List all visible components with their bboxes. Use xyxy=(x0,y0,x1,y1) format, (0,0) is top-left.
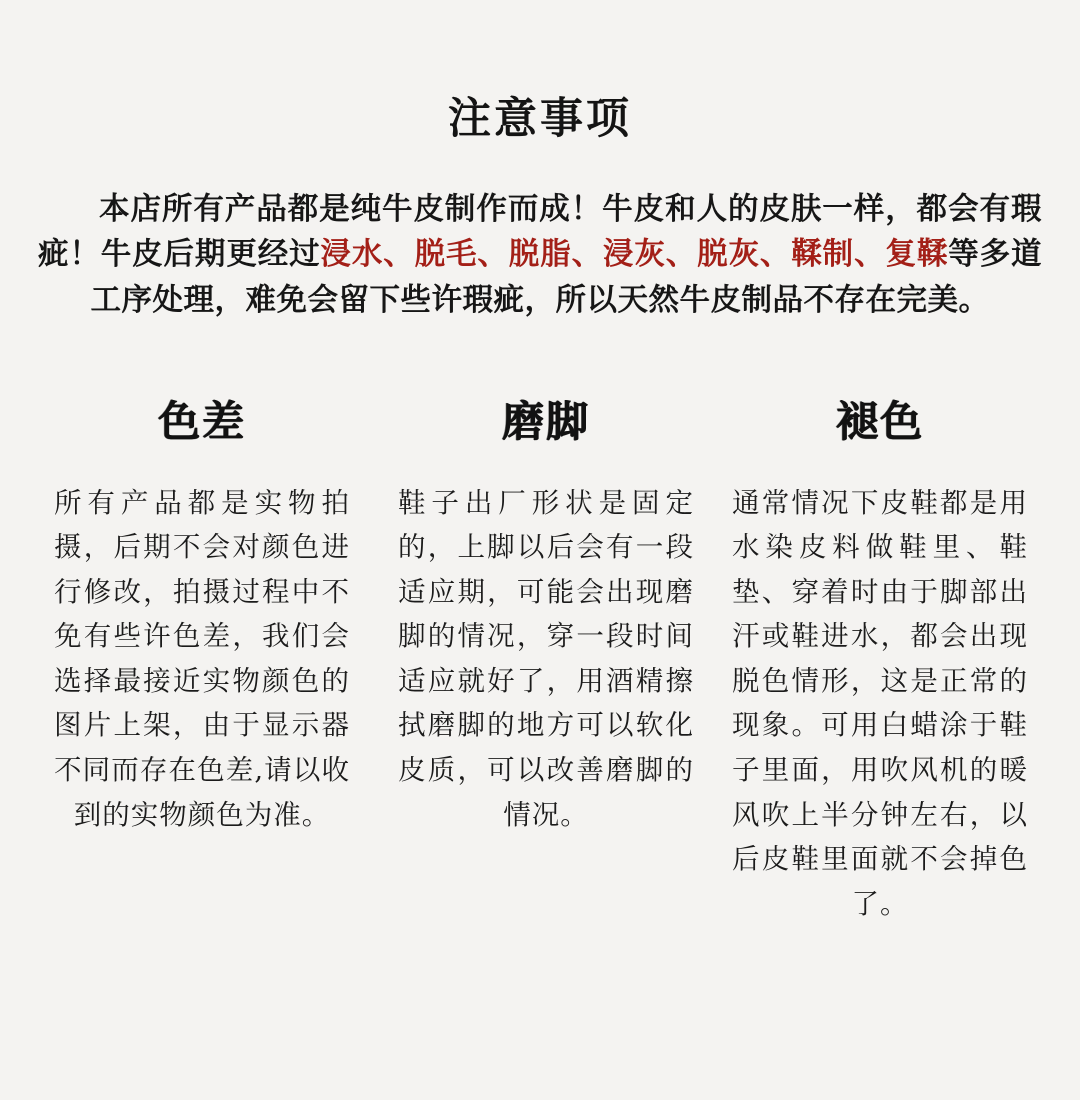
column-title-fading: 褪色 xyxy=(835,396,924,446)
column-body-color-difference: 所有产品都是实物拍摄，后期不会对颜色进行修改，拍摄过程中不免有些许色差，我们会选择最接近实物颜色的图片上架，由于显示器不同而存在色差,请以收到的实物颜色为准。 xyxy=(54,486,350,831)
column-body-fading: 通常情况下皮鞋都是用水染皮料做鞋里、鞋垫、穿着时由于脚部出汗或鞋进水，都会出现脱色情形，这是正常的现象。可用白蜡涂于鞋子里面，用吹风机的暖风吹上半分钟左右，以后皮鞋里面就不会掉色了。 xyxy=(732,486,1028,920)
column-title-color-difference: 色差 xyxy=(157,396,246,446)
intro-paragraph xyxy=(38,187,1042,322)
column-title-foot-rub: 磨脚 xyxy=(501,396,590,446)
column-color-difference xyxy=(52,389,352,926)
intro-segment-1: 本店所有产品都是纯牛皮制作而成！牛皮和人的皮肤一样，都会有瑕疵！牛皮后期更经过 xyxy=(38,192,1042,273)
page-title: 注意事项 xyxy=(448,94,632,144)
notice-columns xyxy=(32,389,1048,926)
intro-segment-3: 等多道工序处理，难免会留下些许瑕疵，所以天然牛皮制品不存在完美。 xyxy=(90,237,1043,318)
column-fading xyxy=(730,389,1030,926)
intro-segment-highlight: 浸水、脱毛、脱脂、浸灰、脱灰、鞣制、复鞣 xyxy=(320,237,949,273)
column-foot-rub xyxy=(396,389,696,926)
column-body-foot-rub: 鞋子出厂形状是固定的，上脚以后会有一段适应期，可能会出现磨脚的情况，穿一段时间适应就好了，用酒精擦拭磨脚的地方可以软化皮质，可以改善磨脚的情况。 xyxy=(398,486,694,831)
